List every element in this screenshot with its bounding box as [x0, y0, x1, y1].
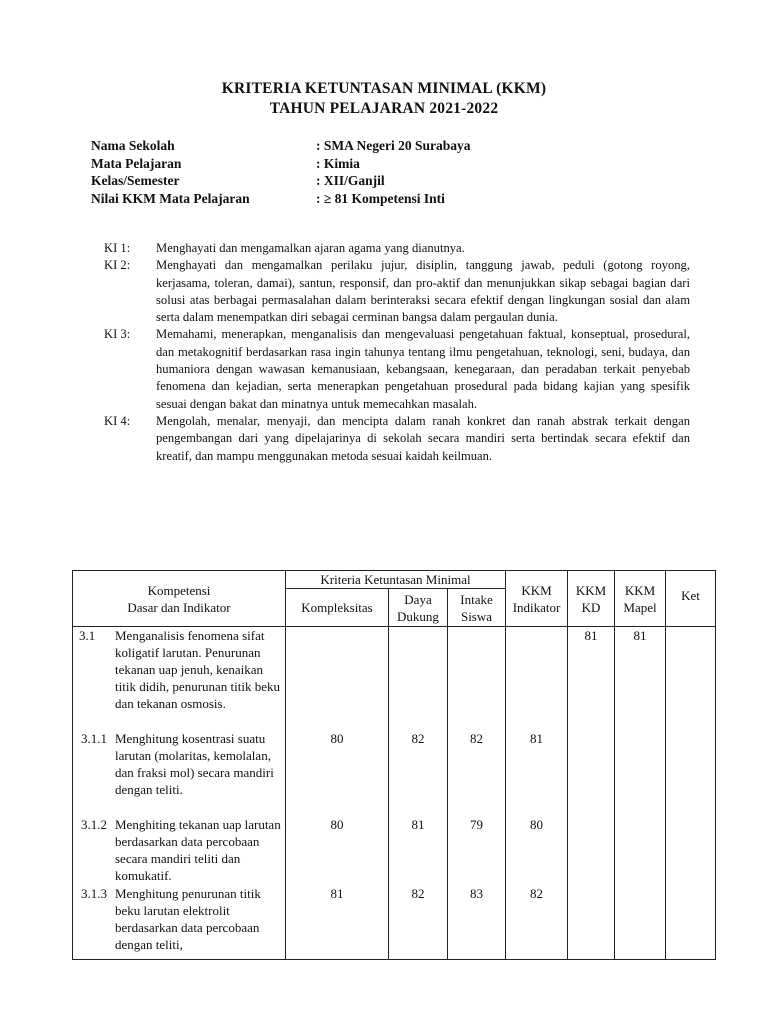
- info-label: Nama Sekolah: [91, 138, 175, 153]
- ket-cell: [666, 627, 716, 730]
- info-row-subject: [91, 155, 471, 173]
- ket-cell: [666, 885, 716, 960]
- kompleksitas-cell: 80: [286, 816, 389, 885]
- kkm-kd-cell: 81: [568, 627, 615, 730]
- ki-text: Memahami, menerapkan, menganalisis dan mengevaluasi pengetahuan faktual, konseptual, prosedural, dan metakognitif berdasarkan rasa ingin tahunya tentang ilmu pengetahuan, teknologi, seni, budaya, dan humaniora dengan wawasan kemanusiaan, kebangsaan, kenegaraan, dan peradaban terkait penyebab fenomena dan kejadian, serta menerapkan pengetahuan prosedural pada bidang kajian yang spesifik sesuai dengan bakat dan minatnya untuk memecahkan masalah.: [156, 327, 690, 411]
- kd-text: Menganalisis fenomena sifat koligatif larutan. Penurunan tekanan uap jenuh, kenaikan titik didih, penurunan titik beku dan tekanan osmosis.: [115, 628, 281, 711]
- document-title: KRITERIA KETUNTASAN MINIMAL (KKM): [221, 80, 547, 97]
- header-text: Mapel: [623, 599, 657, 615]
- ki-text: Mengolah, menalar, menyaji, dan mencipta dalam ranah konkret dan ranah abstrak terkait dengan pengembangan dari yang dipelajarinya di sekolah secara mandiri serta bertindak secara efektif dan kreatif, dan mampu menggunakan metoda sesuai kaidah keilmuan.: [156, 413, 690, 463]
- kkm-indikator-cell: 81: [506, 730, 568, 816]
- info-row-school: [91, 137, 471, 155]
- kompleksitas-cell: [286, 627, 389, 730]
- daya-dukung-cell: 82: [389, 885, 448, 960]
- table-row: [73, 730, 716, 816]
- header-text: KKM: [575, 582, 607, 598]
- intake-cell: 83: [448, 885, 506, 960]
- document-subtitle: TAHUN PELAJARAN 2021-2022: [269, 100, 499, 117]
- kkm-mapel-cell: [615, 816, 666, 885]
- info-label: Mata Pelajaran: [91, 155, 182, 171]
- daya-dukung-cell: 81: [389, 816, 448, 885]
- header-text: Indikator: [512, 599, 561, 615]
- ki-item-1: [104, 240, 690, 257]
- school-info: [91, 137, 471, 207]
- intake-cell: 82: [448, 730, 506, 816]
- header-ket: Ket: [666, 571, 716, 627]
- ket-cell: [666, 816, 716, 885]
- info-value: : XII/Ganjil: [316, 173, 385, 188]
- kd-cell: [73, 816, 286, 885]
- kd-number: 3.1.1: [81, 730, 107, 746]
- kkm-mapel-cell: [615, 885, 666, 960]
- header-kompetensi: [73, 571, 286, 627]
- info-label: Kelas/Semester: [91, 173, 180, 188]
- info-label: Nilai KKM Mata Pelajaran: [91, 190, 250, 206]
- kkm-mapel-cell: 81: [615, 627, 666, 730]
- ki-text: Menghayati dan mengamalkan ajaran agama yang dianutnya.: [156, 241, 465, 255]
- kompetensi-inti-list: [104, 240, 690, 465]
- header-text: Dukung: [397, 608, 439, 624]
- kkm-kd-cell: [568, 885, 615, 960]
- ki-item-4: [104, 413, 690, 465]
- kkm-kd-cell: [568, 816, 615, 885]
- header-text: Daya: [404, 591, 432, 607]
- kd-cell: [73, 885, 286, 960]
- kkm-kd-cell: [568, 730, 615, 816]
- kkm-table: [72, 570, 716, 960]
- header-text: KD: [581, 599, 601, 615]
- header-text: Intake: [460, 591, 493, 607]
- table-row: [73, 816, 716, 885]
- kompleksitas-cell: 81: [286, 885, 389, 960]
- header-text: KKM: [521, 582, 552, 598]
- header-text: Dasar dan Indikator: [127, 599, 231, 615]
- kkm-indikator-cell: 82: [506, 885, 568, 960]
- kkm-indikator-cell: 80: [506, 816, 568, 885]
- header-text: Kompetensi: [147, 582, 211, 598]
- daya-dukung-cell: 82: [389, 730, 448, 816]
- info-row-class: [91, 172, 471, 190]
- header-daya-dukung: [389, 589, 448, 627]
- intake-cell: 79: [448, 816, 506, 885]
- table-row: [73, 627, 716, 730]
- header-kkm-indikator: [506, 571, 568, 627]
- ki-label: KI 4:: [104, 413, 131, 428]
- header-kriteria: Kriteria Ketuntasan Minimal: [286, 571, 506, 589]
- ki-label: KI 1:: [104, 241, 131, 255]
- kkm-mapel-cell: [615, 730, 666, 816]
- header-text: Siswa: [460, 608, 493, 624]
- table-row: [73, 885, 716, 960]
- info-value: : Kimia: [316, 155, 360, 171]
- ki-label: KI 2:: [104, 258, 131, 273]
- kd-number: 3.1: [79, 628, 96, 643]
- ki-item-3: [104, 326, 690, 412]
- info-value: : ≥ 81 Kompetensi Inti: [316, 190, 445, 206]
- ki-item-2: [104, 257, 690, 326]
- ki-text: Menghayati dan mengamalkan perilaku jujur, disiplin, tanggung jawab, peduli (gotong royong, kerjasama, toleran, damai), santun, responsif, dan pro-aktif dan menunjukkan sikap sebagai bagian dari solusi atas berbagai permasalahan dalam berinteraksi secara efektif dengan lingkungan sosial dan alam serta dalam menempatkan diri sebagai cerminan bangsa dalam pergaulan dunia.: [156, 258, 690, 325]
- kd-text: Menghitung penurunan titik beku larutan elektrolit berdasarkan data percobaan dengan teliti,: [115, 885, 261, 952]
- intake-cell: [448, 627, 506, 730]
- info-value: : SMA Negeri 20 Surabaya: [316, 138, 471, 153]
- kd-cell: [73, 627, 286, 730]
- kd-text: Menghitung kosentrasi suatu larutan (molaritas, kemolalan, dan fraksi mol) secara mandiri dengan teliti.: [115, 730, 274, 797]
- info-row-kkm: [91, 190, 471, 208]
- header-kkm-mapel: [615, 571, 666, 627]
- header-kkm-kd: [568, 571, 615, 627]
- kd-number: 3.1.3: [81, 885, 107, 901]
- kd-text: Menghiting tekanan uap larutan berdasarkan data percobaan secara mandiri teliti dan komukatif.: [115, 816, 281, 883]
- ket-cell: [666, 730, 716, 816]
- header-kompleksitas: Kompleksitas: [286, 589, 389, 627]
- header-intake-siswa: [448, 589, 506, 627]
- ki-label: KI 3:: [104, 327, 131, 342]
- kompleksitas-cell: 80: [286, 730, 389, 816]
- kd-cell: [73, 730, 286, 816]
- kkm-indikator-cell: [506, 627, 568, 730]
- daya-dukung-cell: [389, 627, 448, 730]
- header-text: KKM: [624, 582, 656, 598]
- kd-number: 3.1.2: [81, 816, 107, 832]
